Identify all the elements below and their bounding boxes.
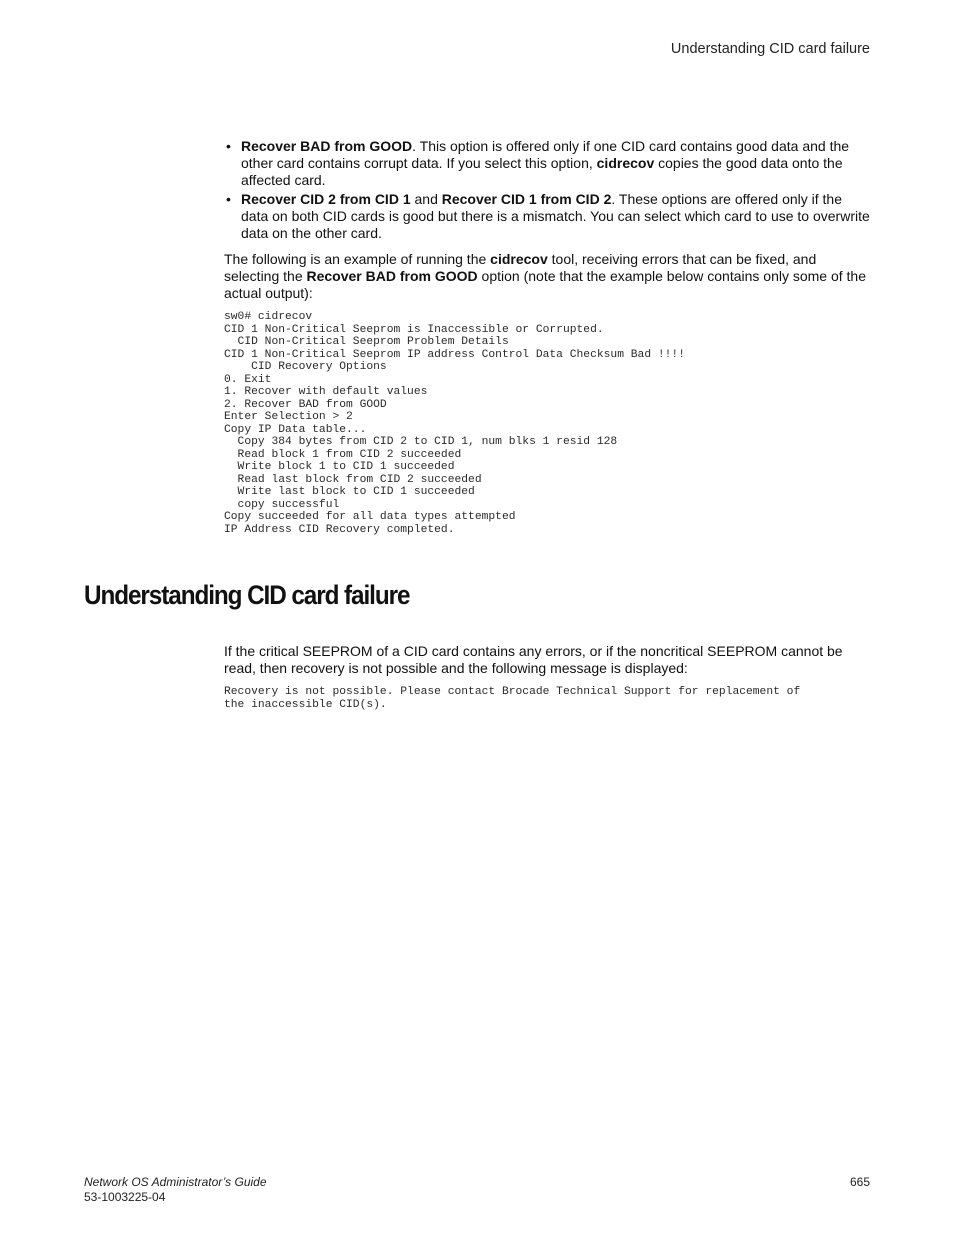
command-name: cidrecov: [596, 155, 655, 171]
option-name-secondary: Recover CID 1 from CID 2: [441, 191, 612, 207]
bullet-item-recover-bad-from-good: [224, 138, 872, 189]
option-bullet-list: [224, 138, 872, 244]
footer-guide-title: Network OS Administrator’s Guide: [84, 1175, 267, 1189]
option-name: Recover BAD from GOOD: [306, 268, 478, 284]
bullet-symbol: •: [226, 138, 231, 154]
option-description: . This option is offered only if one CID card contains good data and the other card contains corrupt data. If you select this option,: [241, 138, 850, 171]
section-paragraph: If the critical SEEPROM of a CID card contains any errors, or if the noncritical SEEPROM cannot be read, then recovery is not possible and the following message is displayed:: [224, 643, 843, 676]
example-intro-paragraph: [224, 251, 872, 302]
paragraph-text: option (note that the example below contains only some of the actual output):: [224, 268, 867, 301]
footer-document-info: [84, 1175, 267, 1205]
option-name: Recover BAD from GOOD: [241, 138, 413, 154]
paragraph-text: The following is an example of running the: [224, 251, 491, 267]
footer-document-number: 53-1003225-04: [84, 1190, 166, 1204]
bullet-item-recover-cid: [224, 191, 872, 242]
command-name: cidrecov: [490, 251, 548, 267]
section-heading: Understanding CID card failure: [84, 580, 410, 610]
error-message-code: Recovery is not possible. Please contact Brocade Technical Support for replacement of the inaccessible CID(s).: [224, 686, 801, 711]
bullet-symbol: •: [226, 191, 231, 207]
option-description-end: copies the good data onto the affected card.: [241, 155, 843, 188]
option-description: . These options are offered only if the data on both CID cards is good but there is a mismatch. You can select which card to use to overwrite data on the other card.: [241, 191, 870, 241]
footer-page-number: 665: [849, 1175, 870, 1189]
option-connector: and: [410, 191, 442, 207]
cidrecov-code-example: sw0# cidrecov CID 1 Non-Critical Seeprom is Inaccessible or Corrupted. CID Non-Critical Seeprom Problem Details CID 1 Non-Critical Seeprom IP address Control Data Checksum Bad !!!! CID Recovery Options 0. Exit 1. Recover with default values 2. Recover BAD from GOOD Enter Selection > 2 Copy IP Data table... Copy 384 bytes from CID 2 to CID 1, num blks 1 resid 128 Read block 1 from CID 2 succeeded Write block 1 to CID 1 succeeded Read last block from CID 2 succeeded Write last block to CID 1 succeeded copy successful Copy succeeded for all data types attempted IP Address CID Recovery completed.: [224, 311, 685, 536]
option-name: Recover CID 2 from CID 1: [241, 191, 411, 207]
paragraph-text: tool, receiving errors that can be fixed, and selecting the: [224, 251, 817, 284]
running-header-title: Understanding CID card failure: [670, 41, 870, 57]
